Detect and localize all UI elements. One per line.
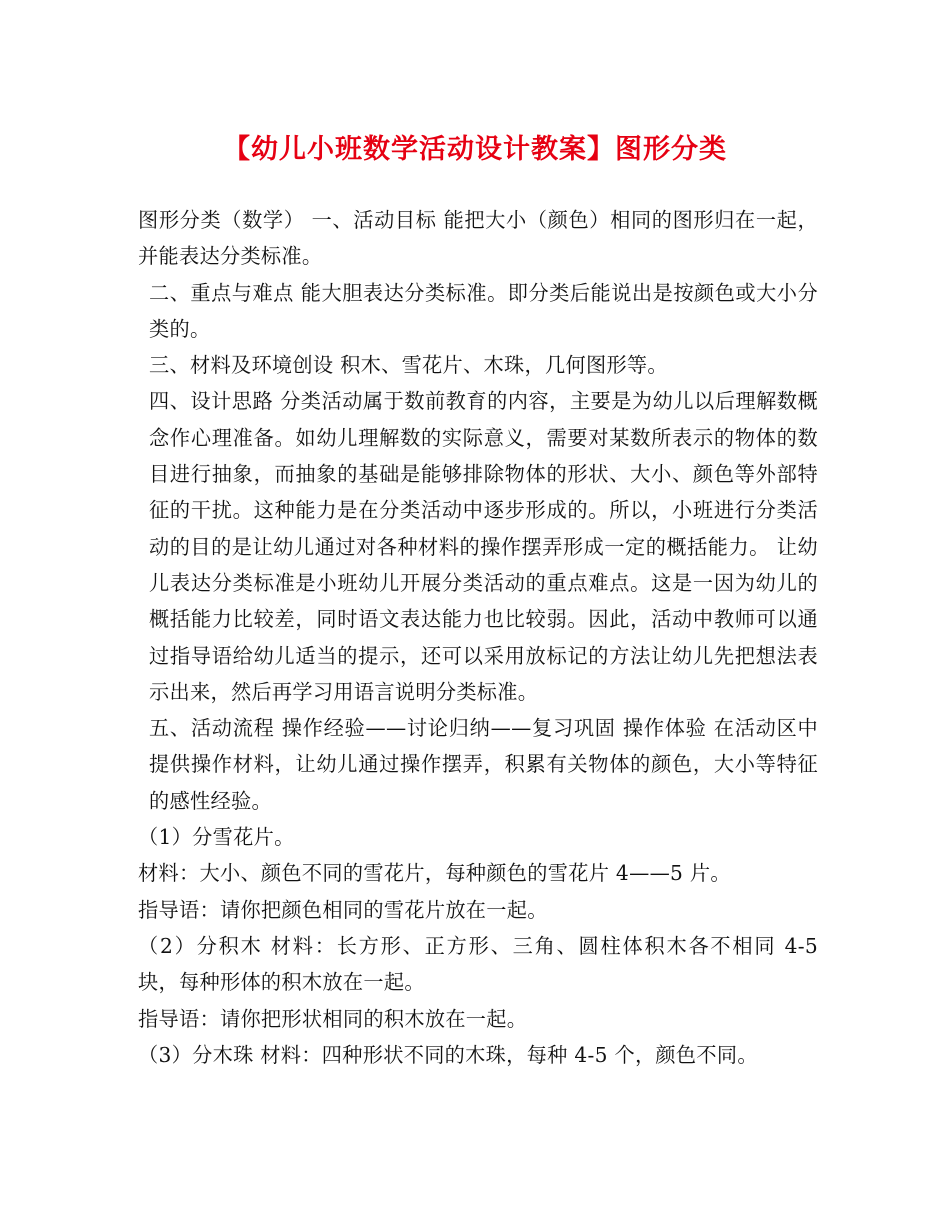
paragraph-snowflake-guide: 指导语：请你把颜色相同的雪花片放在一起。 [138,897,548,922]
paragraph-step-beads: （3）分木珠 材料：四种形状不同的木珠，每种 4-5 个，颜色不同。 [138,1042,758,1067]
paragraph-snowflake-materials: 材料：大小、颜色不同的雪花片，每种颜色的雪花片 4——5 片。 [138,861,731,886]
paragraph-materials: 三、材料及环境创设 积木、雪花片、木珠，几何图形等。 [149,353,668,378]
paragraph-activity-flow: 五、活动流程 操作经验——讨论归纳——复习巩固 操作体验 在活动区中提供操作材料，让幼儿通过操作摆弄，积累有关物体的颜色，大小等特征的感性经验。 [149,716,818,813]
paragraph-key-points: 二、重点与难点 能大胆表达分类标准。即分类后能说出是按颜色或大小分类的。 [149,280,818,341]
document-title: 【幼儿小班数学活动设计教案】图形分类 [223,134,727,165]
paragraph-objectives: 图形分类（数学） 一、活动目标 能把大小（颜色）相同的图形归在一起，并能表达分类标准。 [138,208,818,269]
paragraph-design-ideas: 四、设计思路 分类活动属于数前教育的内容，主要是为幼儿以后理解数概念作心理准备。如幼儿理解数的实际意义，需要对某数所表示的物体的数目进行抽象，而抽象的基础是能够排除物体的形状、大小、颜色等外部特征的干扰。这种能力是在分类活动中逐步形成的。所以，小班进行分类活动的目的是让幼儿通过对各种材料的操作摆弄形成一定的概括能力。 让幼儿表达分类标准是小班幼儿开展分类活动的重点难点。这是一因为幼儿的概括能力比较差，同时语文表达能力也比较弱。因此，活动中教师可以通过指导语给幼儿适当的提示，还可以采用放标记的方法让幼儿先把想法表示出来，然后再学习用语言说明分类标准。 [149,389,818,704]
paragraph-blocks-guide: 指导语：请你把形状相同的积木放在一起。 [138,1006,528,1031]
paragraph-step-blocks: （2）分积木 材料：长方形、正方形、三角、圆柱体积木各不相同 4-5 块，每种形体的积木放在一起。 [138,933,818,995]
paragraph-step-snowflakes: （1）分雪花片。 [138,825,295,850]
document-body [138,202,818,1073]
